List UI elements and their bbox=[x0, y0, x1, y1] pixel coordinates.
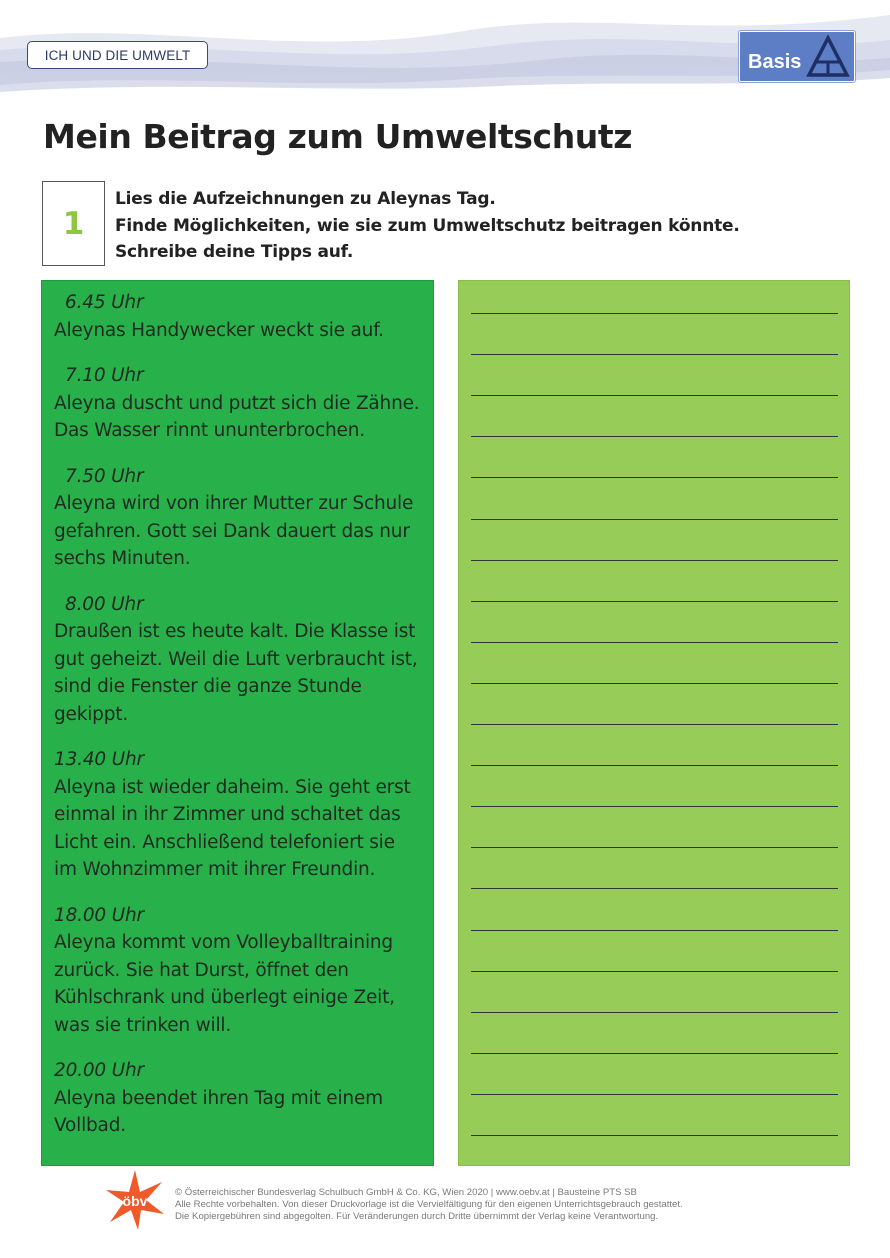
answer-line[interactable] bbox=[471, 560, 838, 561]
footer-line bbox=[175, 1187, 855, 1199]
entry-text: sind die Fenster die ganze Stunde bbox=[54, 676, 362, 697]
entry-text: einmal in ihr Zimmer und schaltet das bbox=[54, 804, 401, 825]
answer-line[interactable] bbox=[471, 971, 838, 972]
diary-entry bbox=[54, 902, 421, 1040]
entry-text: Kühlschrank und überlegt einige Zeit, bbox=[54, 987, 395, 1008]
entry-text: im Wohnzimmer mit ihrer Freundin. bbox=[54, 859, 376, 880]
footer-series-text: | Bausteine PTS SB bbox=[549, 1187, 637, 1198]
answer-line[interactable] bbox=[471, 683, 838, 684]
footer-line: Alle Rechte vorbehalten. Von dieser Druckvorlage ist die Vervielfältigung für den eigenen Unterrichtsgebrauch gestattet. bbox=[175, 1199, 683, 1210]
instruction-line: Schreibe deine Tipps auf. bbox=[115, 242, 354, 262]
entry-text: gefahren. Gott sei Dank dauert das nur bbox=[54, 520, 410, 542]
answer-line[interactable] bbox=[471, 642, 838, 643]
task-number: 1 bbox=[42, 181, 105, 266]
entry-text: Aleynas Handywecker weckt sie auf. bbox=[54, 319, 384, 341]
answer-line[interactable] bbox=[471, 724, 838, 725]
entry-text: Aleyna ist wieder daheim. Sie geht erst bbox=[54, 776, 411, 798]
footer-copyright-text: © Österreichischer Bundesverlag Schulbuch GmbH & Co. KG, Wien 2020 | bbox=[175, 1187, 496, 1198]
entry-time: 13.40 Uhr bbox=[54, 749, 144, 770]
entry-text: was sie trinken will. bbox=[54, 1014, 232, 1036]
answer-line[interactable] bbox=[471, 1053, 838, 1054]
entry-text: Licht ein. Anschließend telefoniert sie bbox=[54, 831, 395, 853]
entry-text: sechs Minuten. bbox=[54, 548, 191, 569]
answer-line[interactable] bbox=[471, 601, 838, 602]
task-instructions bbox=[115, 186, 815, 266]
entry-time: 7.50 Uhr bbox=[65, 465, 144, 487]
diary-entry bbox=[54, 463, 421, 573]
entry-text: gekippt. bbox=[54, 703, 128, 725]
answer-line[interactable] bbox=[471, 436, 838, 437]
entry-text: Draußen ist es heute kalt. Die Klasse ist bbox=[54, 621, 416, 642]
answer-line[interactable] bbox=[471, 765, 838, 766]
logo-text: öbv bbox=[122, 1193, 148, 1209]
footer-copyright bbox=[175, 1187, 855, 1223]
entry-text: Vollbad. bbox=[54, 1115, 126, 1136]
entry-text: Aleyna kommt vom Volleyballtraining bbox=[54, 932, 393, 953]
diary-entry bbox=[54, 746, 421, 884]
publisher-link[interactable]: www.oebv.at bbox=[495, 1187, 550, 1198]
answer-line[interactable] bbox=[471, 354, 838, 355]
answer-line[interactable] bbox=[471, 395, 838, 396]
answer-line[interactable] bbox=[471, 888, 838, 889]
page-title: Mein Beitrag zum Umweltschutz bbox=[43, 117, 633, 156]
entry-text: Aleyna wird von ihrer Mutter zur Schule bbox=[54, 493, 414, 514]
entry-text: gut geheizt. Weil die Luft verbraucht ist, bbox=[54, 648, 418, 670]
instruction-line: Lies die Aufzeichnungen zu Aleynas Tag. bbox=[115, 189, 496, 209]
answer-line[interactable] bbox=[471, 1012, 838, 1013]
answer-line[interactable] bbox=[471, 847, 838, 848]
diary-entry bbox=[54, 289, 421, 344]
footer-line: Die Kopiergebühren sind abgegolten. Für Veränderungen durch Dritte übernimmt der Verlag keine Verantwortung. bbox=[175, 1211, 659, 1222]
answer-line[interactable] bbox=[471, 313, 838, 314]
entry-text: zurück. Sie hat Durst, öffnet den bbox=[54, 959, 349, 981]
entry-text: Das Wasser rinnt ununterbrochen. bbox=[54, 420, 365, 441]
entry-time: 20.00 Uhr bbox=[54, 1060, 144, 1081]
diary-entry bbox=[54, 1057, 421, 1140]
triangle-level-icon bbox=[806, 35, 850, 79]
diary-entry bbox=[54, 591, 421, 729]
answer-line[interactable] bbox=[471, 1094, 838, 1095]
answer-line[interactable] bbox=[471, 806, 838, 807]
answer-line[interactable] bbox=[471, 930, 838, 931]
oebv-logo bbox=[104, 1168, 166, 1232]
entry-text: Aleyna beendet ihren Tag mit einem bbox=[54, 1087, 383, 1109]
entry-time: 18.00 Uhr bbox=[54, 904, 144, 926]
section-tag: ICH UND DIE UMWELT bbox=[27, 41, 208, 69]
answer-line[interactable] bbox=[471, 519, 838, 520]
instruction-line: Finde Möglichkeiten, wie sie zum Umweltschutz beitragen könnte. bbox=[115, 215, 740, 236]
diary-entry bbox=[54, 362, 421, 445]
answer-line[interactable] bbox=[471, 1135, 838, 1136]
level-badge bbox=[739, 31, 855, 82]
entry-time: 7.10 Uhr bbox=[65, 365, 144, 386]
entry-time: 6.45 Uhr bbox=[65, 292, 144, 313]
answer-line[interactable] bbox=[471, 477, 838, 478]
entry-time: 8.00 Uhr bbox=[65, 593, 144, 615]
diary-panel bbox=[41, 280, 434, 1166]
level-badge-label: Basis bbox=[748, 51, 802, 73]
answer-panel[interactable] bbox=[458, 280, 850, 1166]
entry-text: Aleyna duscht und putzt sich die Zähne. bbox=[54, 392, 420, 414]
